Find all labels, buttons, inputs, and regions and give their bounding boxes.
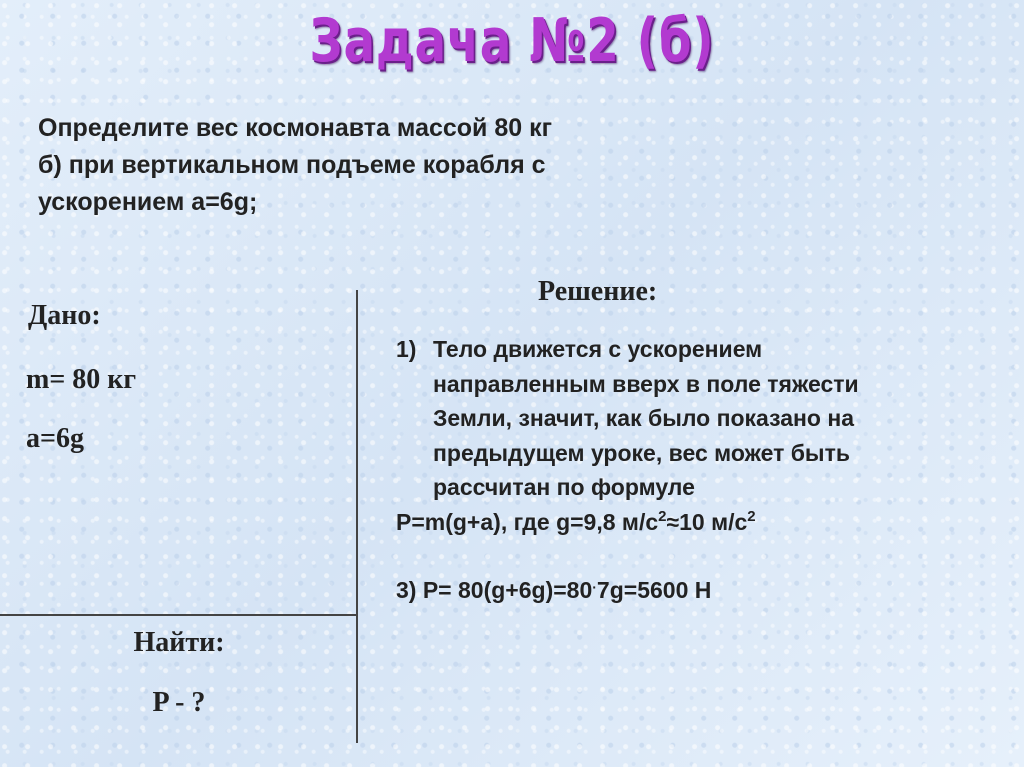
formula-superscript: 2 — [747, 507, 756, 525]
task-line-2: б) при вертикальном подъеме корабля с — [38, 151, 546, 179]
solution-step-3 — [396, 573, 996, 608]
step-1-line: направленным вверх в поле тяжести — [433, 370, 859, 397]
multiplication-dot: · — [592, 579, 597, 595]
formula-part: ≈10 м/с — [666, 508, 748, 535]
formula-part: P=m(g+a), где g=9,8 м/с — [396, 508, 659, 535]
vertical-divider — [356, 290, 358, 743]
task-line-3: ускорением a=6g; — [38, 188, 258, 216]
find-heading: Найти: — [133, 627, 225, 658]
step-1-line: Тело движется с ускорением — [433, 336, 763, 362]
step-1-line: предыдущем уроке, вес может быть — [433, 439, 850, 466]
task-statement — [38, 110, 758, 221]
step-1-number: 1) — [396, 336, 417, 362]
solution-body — [396, 332, 996, 608]
given-mass: m= 80 кг — [26, 364, 137, 395]
find-target: P - ? — [152, 687, 206, 718]
horizontal-divider — [0, 614, 358, 616]
given-heading: Дано: — [28, 300, 101, 331]
step-3-part: 7g=5600 Н — [596, 577, 712, 603]
step-3-part: 3) P= 80(g+6g)=80 — [396, 577, 593, 603]
formula-line — [396, 505, 996, 540]
slide-title: Задача №2 (б) — [309, 6, 715, 76]
task-line-1: Определите вес космонавта массой 80 кг — [38, 114, 553, 142]
step-1-line: Земли, значит, как было показано на — [433, 405, 855, 431]
solution-heading: Решение: — [538, 276, 658, 307]
step-1-line: рассчитан по формуле — [433, 474, 695, 500]
solution-step-1 — [396, 332, 996, 505]
given-acceleration: a=6g — [26, 423, 84, 454]
formula-superscript: 2 — [658, 507, 667, 525]
